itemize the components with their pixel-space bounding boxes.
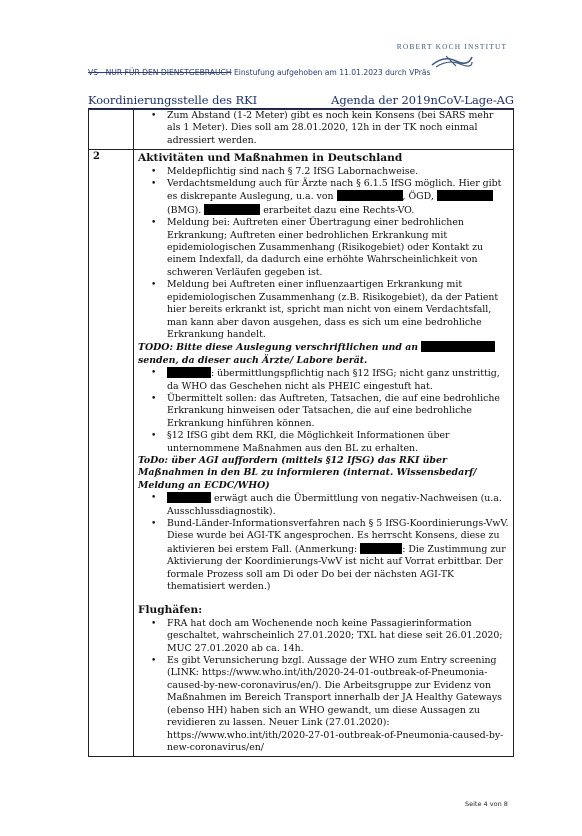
row-number-empty [89, 109, 134, 150]
classification-note [88, 68, 430, 77]
rki-logo-icon [430, 53, 474, 69]
redaction-box [337, 190, 403, 201]
rki-logo [372, 42, 532, 69]
redaction-box [204, 204, 260, 215]
row-number: 2 [89, 150, 134, 757]
list-item: • FRA hat doch am Wochenende noch keine Passagierinformation geschaltet, wahrscheinlich 27.01.2020; TXL hat diese seit 26.01.2020; MUC 27.01.2020 ab ca. 14h. [167, 618, 509, 655]
list-item: • Meldepflichtig sind nach § 7.2 IfSG Labornachweise. [167, 166, 509, 178]
classification-declassified: Einstufung aufgehoben am 11.01.2023 durch VPräs [231, 68, 431, 77]
header-right: Agenda der 2019nCoV-Lage-AG [331, 93, 514, 107]
agenda-table [88, 108, 514, 757]
list-item: • Zum Abstand (1-2 Meter) gibt es noch kein Konsens (bei SARS mehr als 1 Meter). Dies soll am 28.01.2020, 12h in der TK noch einmal adressiert werden. [167, 110, 509, 147]
list-item: • Meldung bei: Auftreten einer Übertragung einer bedrohlichen Erkrankung; Auftreten einer bedrohlichen Erkrankung mit epidemiologischen Zusammenhang (Risikogebiet) oder Kontakt zu einem Indexfall, da dadurch eine erhöhte Wahrscheinlichkeit von schweren Verläufen gegeben ist. [167, 217, 509, 279]
page-number: Seite 4 von 8 [465, 800, 508, 808]
text-run: Verdachtsmeldung auch für Ärzte nach § 6.1.5 IfSG möglich. Hier gibt es diskrepante Auslegung, u.a. von [167, 178, 502, 203]
logo-text: ROBERT KOCH INSTITUT [396, 42, 508, 51]
bullet-list [138, 110, 509, 147]
bullet-list [138, 492, 509, 593]
table-row [89, 109, 514, 150]
text-run: TODO: Bitte diese Auslegung verschriftlichen und an [138, 342, 422, 354]
table-row [89, 150, 514, 757]
list-item: • §12 IfSG gibt dem RKI, die Möglichkeit Informationen über unternommene Maßnahmen aus den BL zu erhalten. [167, 430, 509, 455]
list-item: • Es gibt Verunsicherung bzgl. Aussage der WHO zum Entry screening (LINK: https://www.who.int/ith/2020-24-01-outbreak-of-Pneumonia-caused-by-new-coronavirus/en/). Die Arbeitsgruppe zur Evidenz von Maßnahmen im Bereich Transport innerhalb der JA Healthy Gateways (ebenso HH) haben sich an WHO gewandt, um diese Aussagen zu revidieren zu lassen. Neuer Link (27.01.2020): https://www.who.int/ith/2020-27-01-outbreak-of-Pneumonia-caused-by-new-coronavirus/en/ [167, 655, 509, 754]
list-item: • Meldung bei Auftreten einer influenzaartigen Erkrankung mit epidemiologischen Zusammenhang (z.B. Risikogebiet), da der Patient hier bereits erkrankt ist, spricht man nicht von einem Verdachtsfall, man kann aber davon ausgehen, dass es sich um eine bedrohliche Erkrankung handelt. [167, 279, 509, 341]
text-run: : Die Zustimmung zur Aktivierung der Koordinierungs-VwV ist nicht auf Vorrat erbittbar. Der formale Prozess soll am Di oder Do bei der nächsten AGI-TK thematisiert werden.) [167, 543, 506, 593]
text-run: erarbeitet dazu eine Rechts-VO. [260, 204, 415, 216]
spacer [138, 593, 509, 603]
text-run: erwägt auch die Übermittlung von negativ-Nachweisen (u.a. Ausschlussdiagnostik). [167, 493, 502, 517]
text-run: senden, da dieser auch Ärzte/ Labore berät. [138, 354, 368, 366]
text-run: (BMG). [167, 204, 205, 216]
todo-note: ToDo: über AGI auffordern (mittels §12 IfSG) das RKI über Maßnahmen in den BL zu informieren (internat. Wissensbedarf/ Meldung an ECDC/WHO) [138, 454, 477, 491]
header-left: Koordinierungsstelle des RKI [88, 93, 258, 107]
text-run: Bund-Länder-Informationsverfahren nach § 5 IfSG-Koordinierungs-VwV. Diese wurde bei AGI-TK angesprochen. Es herrscht Konsens, diese zu aktivieren bei erstem Fall. (Anmerkung: [167, 518, 509, 555]
airports-title: Flughäfen: [138, 604, 203, 617]
list-item: • Übermittelt sollen: das Auftreten, Tatsachen, die auf eine bedrohliche Erkrankung hinweisen oder Tatsachen, die auf eine bedrohliche Erkrankung hinführen können. [167, 393, 509, 430]
redaction-box [167, 367, 211, 378]
classification-struck: VS - NUR FÜR DEN DIENSTGEBRAUCH [88, 68, 232, 77]
bullet-list [138, 367, 509, 455]
text-run: , ÖGD, [402, 191, 437, 203]
bullet-list [138, 618, 509, 754]
row-content [134, 109, 514, 150]
list-item [167, 178, 509, 217]
list-item [167, 518, 509, 593]
redaction-box [421, 341, 495, 352]
redaction-box [437, 190, 493, 201]
text-run: : übermittlungspflichtig nach §12 IfSG; nicht ganz unstrittig, da WHO das Geschehen nicht als PHEIC eingestuft hat. [167, 368, 500, 392]
redaction-box [167, 492, 211, 503]
bullet-list [138, 166, 509, 342]
section-title: Aktivitäten und Maßnahmen in Deutschland [138, 152, 403, 165]
list-item [167, 492, 509, 518]
row-content [134, 150, 514, 757]
redaction-box [360, 543, 402, 554]
list-item [167, 367, 509, 393]
todo-note [138, 341, 509, 367]
